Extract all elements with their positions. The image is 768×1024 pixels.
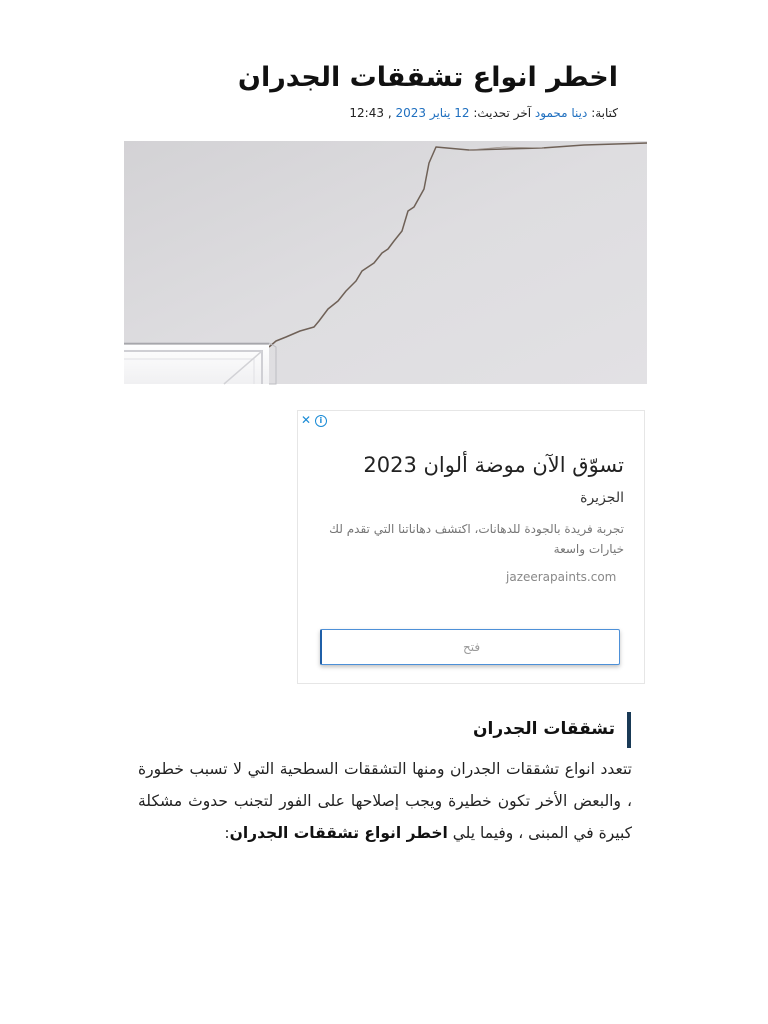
- body-bold: اخطر انواع تشققات الجدران: [229, 824, 448, 842]
- byline-separator: ,: [387, 106, 392, 120]
- page-title: اخطر انواع تشققات الجدران: [237, 62, 618, 93]
- ad-banner[interactable]: [297, 410, 645, 684]
- section-body: [138, 753, 632, 849]
- info-icon[interactable]: i: [315, 415, 327, 427]
- ad-advertiser: الجزيرة: [580, 490, 624, 506]
- byline: [158, 103, 618, 123]
- updated-time: 12:43: [349, 106, 384, 120]
- ad-headline[interactable]: تسوّق الآن موضة ألوان 2023: [363, 453, 624, 477]
- hero-image: [124, 141, 647, 384]
- body-intro: تتعدد انواع تشققات الجدران ومنها التشققات السطحية التي لا تسبب خطورة ، والبعض الأخر تكون خطيرة ويجب إصلاحها على الفور لتجنب حدوث مشكلة كبيرة في المبنى ، وفيما يلي: [138, 760, 632, 842]
- ad-badges: [301, 413, 327, 427]
- body-end: :: [224, 824, 230, 842]
- ad-url: jazeerapaints.com: [506, 570, 617, 584]
- section-heading: تشققات الجدران: [473, 712, 631, 748]
- updated-label: آخر تحديث:: [473, 106, 532, 120]
- ad-content: [298, 441, 624, 685]
- close-icon[interactable]: ✕: [301, 413, 312, 427]
- author-link[interactable]: دينا محمود: [534, 106, 588, 120]
- wall-crack-illustration: [124, 141, 647, 384]
- ad-open-button[interactable]: [320, 629, 620, 665]
- ad-description: تجربة فريدة بالجودة للدهانات، اكتشف دهاناتنا التي تقدم لك خيارات واسعة: [329, 522, 624, 556]
- byline-prefix: كتابة:: [591, 106, 618, 120]
- ad-open-label: فتح: [463, 640, 481, 654]
- updated-date: 12 يناير 2023: [395, 106, 470, 120]
